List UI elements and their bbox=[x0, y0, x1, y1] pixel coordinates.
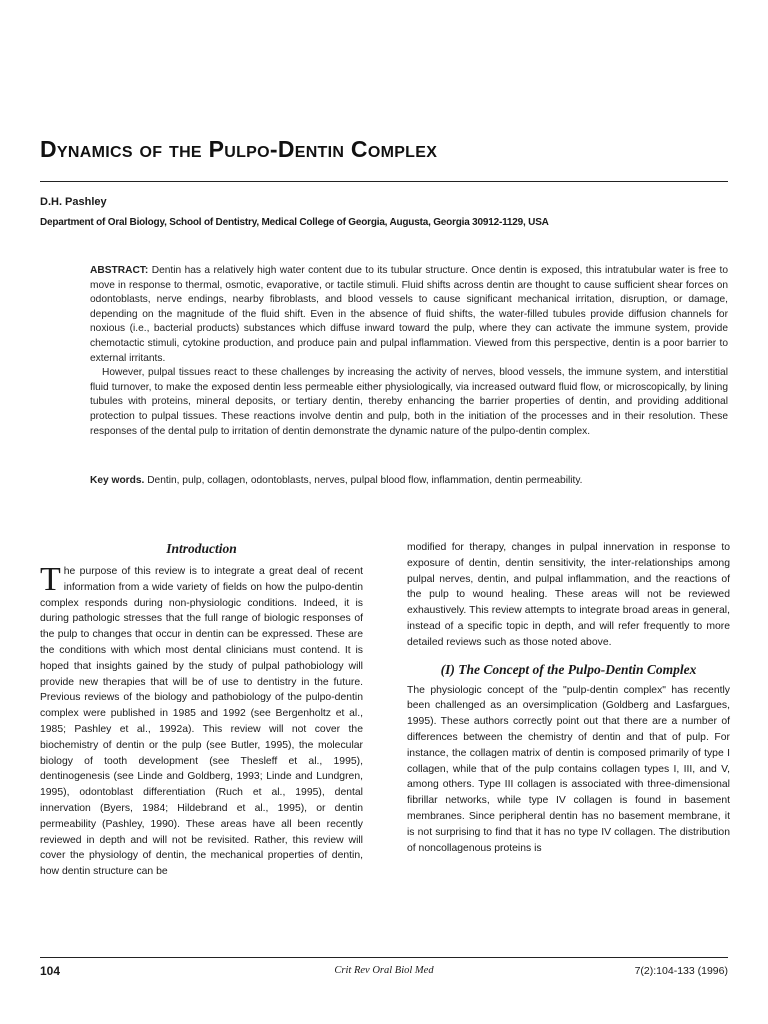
author-affiliation: Department of Oral Biology, School of Dentistry, Medical College of Georgia, Augusta, Georgia 30912-1129, USA bbox=[40, 217, 549, 228]
introduction-text: he purpose of this review is to integrate a great deal of recent information from a wide variety of fields on how the pulpo-dentin complex responds during non-physiologic conditions. Indeed, it is during pathologic stresses that the full range of biologic responses of the pulp to changes that occur in dentin can be expressed. These are the conditions with which most dental clinicians must contend. It is hoped that insights gained by the study of pulpal pathobiology will provide new therapies that will be of use to dentistry in the future. Previous reviews of the biology and pathobiology of the pulpo-dentin complex were published in 1985 and 1992 (see Bergenholtz et al., 1985; Pashley et al., 1992a). This review will not cover the biochemistry of dentin or the pulp (see Butler, 1995), the molecular biology of tooth development (see Thesleff et al., 1995), dentinogenesis (see Linde and Goldberg, 1993; Linde and Lundgren, 1995), odontoblast differentiation (Ruch et al., 1995), dental innervation (Byers, 1984; Hildebrand et al., 1995), or dentin permeability (Pashley, 1990). These areas have all been recently reviewed in depth and will not be revisited. Rather, this review will cover the physiology of dentin, the mechanical properties of dentin, how dentin structure can be bbox=[40, 566, 363, 878]
abstract bbox=[90, 264, 728, 439]
introduction-heading: Introduction bbox=[166, 541, 237, 556]
author-name: D.H. Pashley bbox=[40, 196, 107, 208]
drop-cap: T bbox=[40, 561, 61, 598]
abstract-label: ABSTRACT: bbox=[90, 265, 149, 276]
left-column bbox=[40, 540, 363, 880]
introduction-paragraph bbox=[40, 561, 363, 880]
section-1-heading: (I) The Concept of the Pulpo-Dentin Complex bbox=[440, 661, 697, 677]
page-footer bbox=[40, 964, 728, 982]
section-1-paragraph: The physiologic concept of the "pulp-dentin complex" has recently been challenged as an oversimplication (Goldberg and Lasfargues, 1995). These authors correctly point out that there are a number of differences between the chemistry of dentin and that of pulp. For instance, the collagen matrix of dentin is composed primarily of type I collagen, while that of the pulp contains collagen types I, III, and V, among others. Type III collagen is associated with three-dimensional fibrillar networks, while type IV collagen is found in basement membranes. Since peripheral dentin has no basement membrane, it is not surprising to find that it has no type IV collagen. The distribution of noncollagenous proteins is bbox=[407, 684, 730, 854]
right-column bbox=[407, 540, 730, 856]
abstract-paragraph-1 bbox=[90, 264, 728, 366]
keywords bbox=[90, 474, 728, 488]
journal-name: Crit Rev Oral Biol Med bbox=[334, 965, 434, 976]
abstract-paragraph-2: However, pulpal tissues react to these challenges by increasing the activity of nerves, blood vessels, the immune system, and interstitial fluid turnover, to make the exposed dentin less permeable either physiologically, via increased outward fluid flow, or microscopically, by lining tubules with proteins, mineral deposits, or tertiary dentin, thereby enhancing the barrier properties of dentin, and providing additional protection to pulpal tissues. These reactions involve dentin and pulp, both in the initiation of the processes and in their resolution. These responses of the dental pulp to irritation of dentin demonstrate the dynamic nature of the pulpo-dentin complex. bbox=[90, 367, 728, 437]
page-number: 104 bbox=[40, 964, 61, 978]
article-title: Dynamics of the Pulpo-Dentin Complex bbox=[40, 136, 438, 162]
keywords-label: Key words. bbox=[90, 475, 145, 486]
title-rule bbox=[40, 181, 728, 182]
introduction-continuation: modified for therapy, changes in pulpal innervation in response to exposure of dentin, dentin sensitivity, the inter-relationships among pulpal nerves, dentin, and pulpal inflammation, and the reactions of the pulp to wound healing. These areas will not be reviewed exhaustively. This review attempts to integrate broad areas in general, instead of a specific topic in depth, and will refer frequently to more detailed reviews such as those noted above. bbox=[407, 542, 730, 648]
footer-rule bbox=[40, 957, 728, 958]
abstract-text-1: Dentin has a relatively high water content due to its tubular structure. Once dentin is exposed, this intratubular water is free to move in response to thermal, osmotic, evaporative, or tactile stimuli. Fluid shifts across dentin are thought to cause sufficient shear forces on odontoblasts, nerve endings, nearby fibroblasts, and blood vessels to cause significant mechanical irritation, disruption, or damage, depending on the magnitude of the fluid shift. Even in the absence of fluid shifts, the water-filled tubules provide diffusion channels for noxious (i.e., bacterial products) substances which diffuse inward toward the pulp, where they can activate the immune system, provide chemotactic stimuli, cytokine production, and produce pain and pulpal inflammation. Viewed from this perspective, dentin is a poor barrier to external irritants. bbox=[90, 265, 728, 364]
volume-citation: 7(2):104-133 (1996) bbox=[634, 965, 728, 977]
keywords-text: Dentin, pulp, collagen, odontoblasts, nerves, pulpal blood flow, inflammation, dentin permeability. bbox=[147, 475, 583, 486]
